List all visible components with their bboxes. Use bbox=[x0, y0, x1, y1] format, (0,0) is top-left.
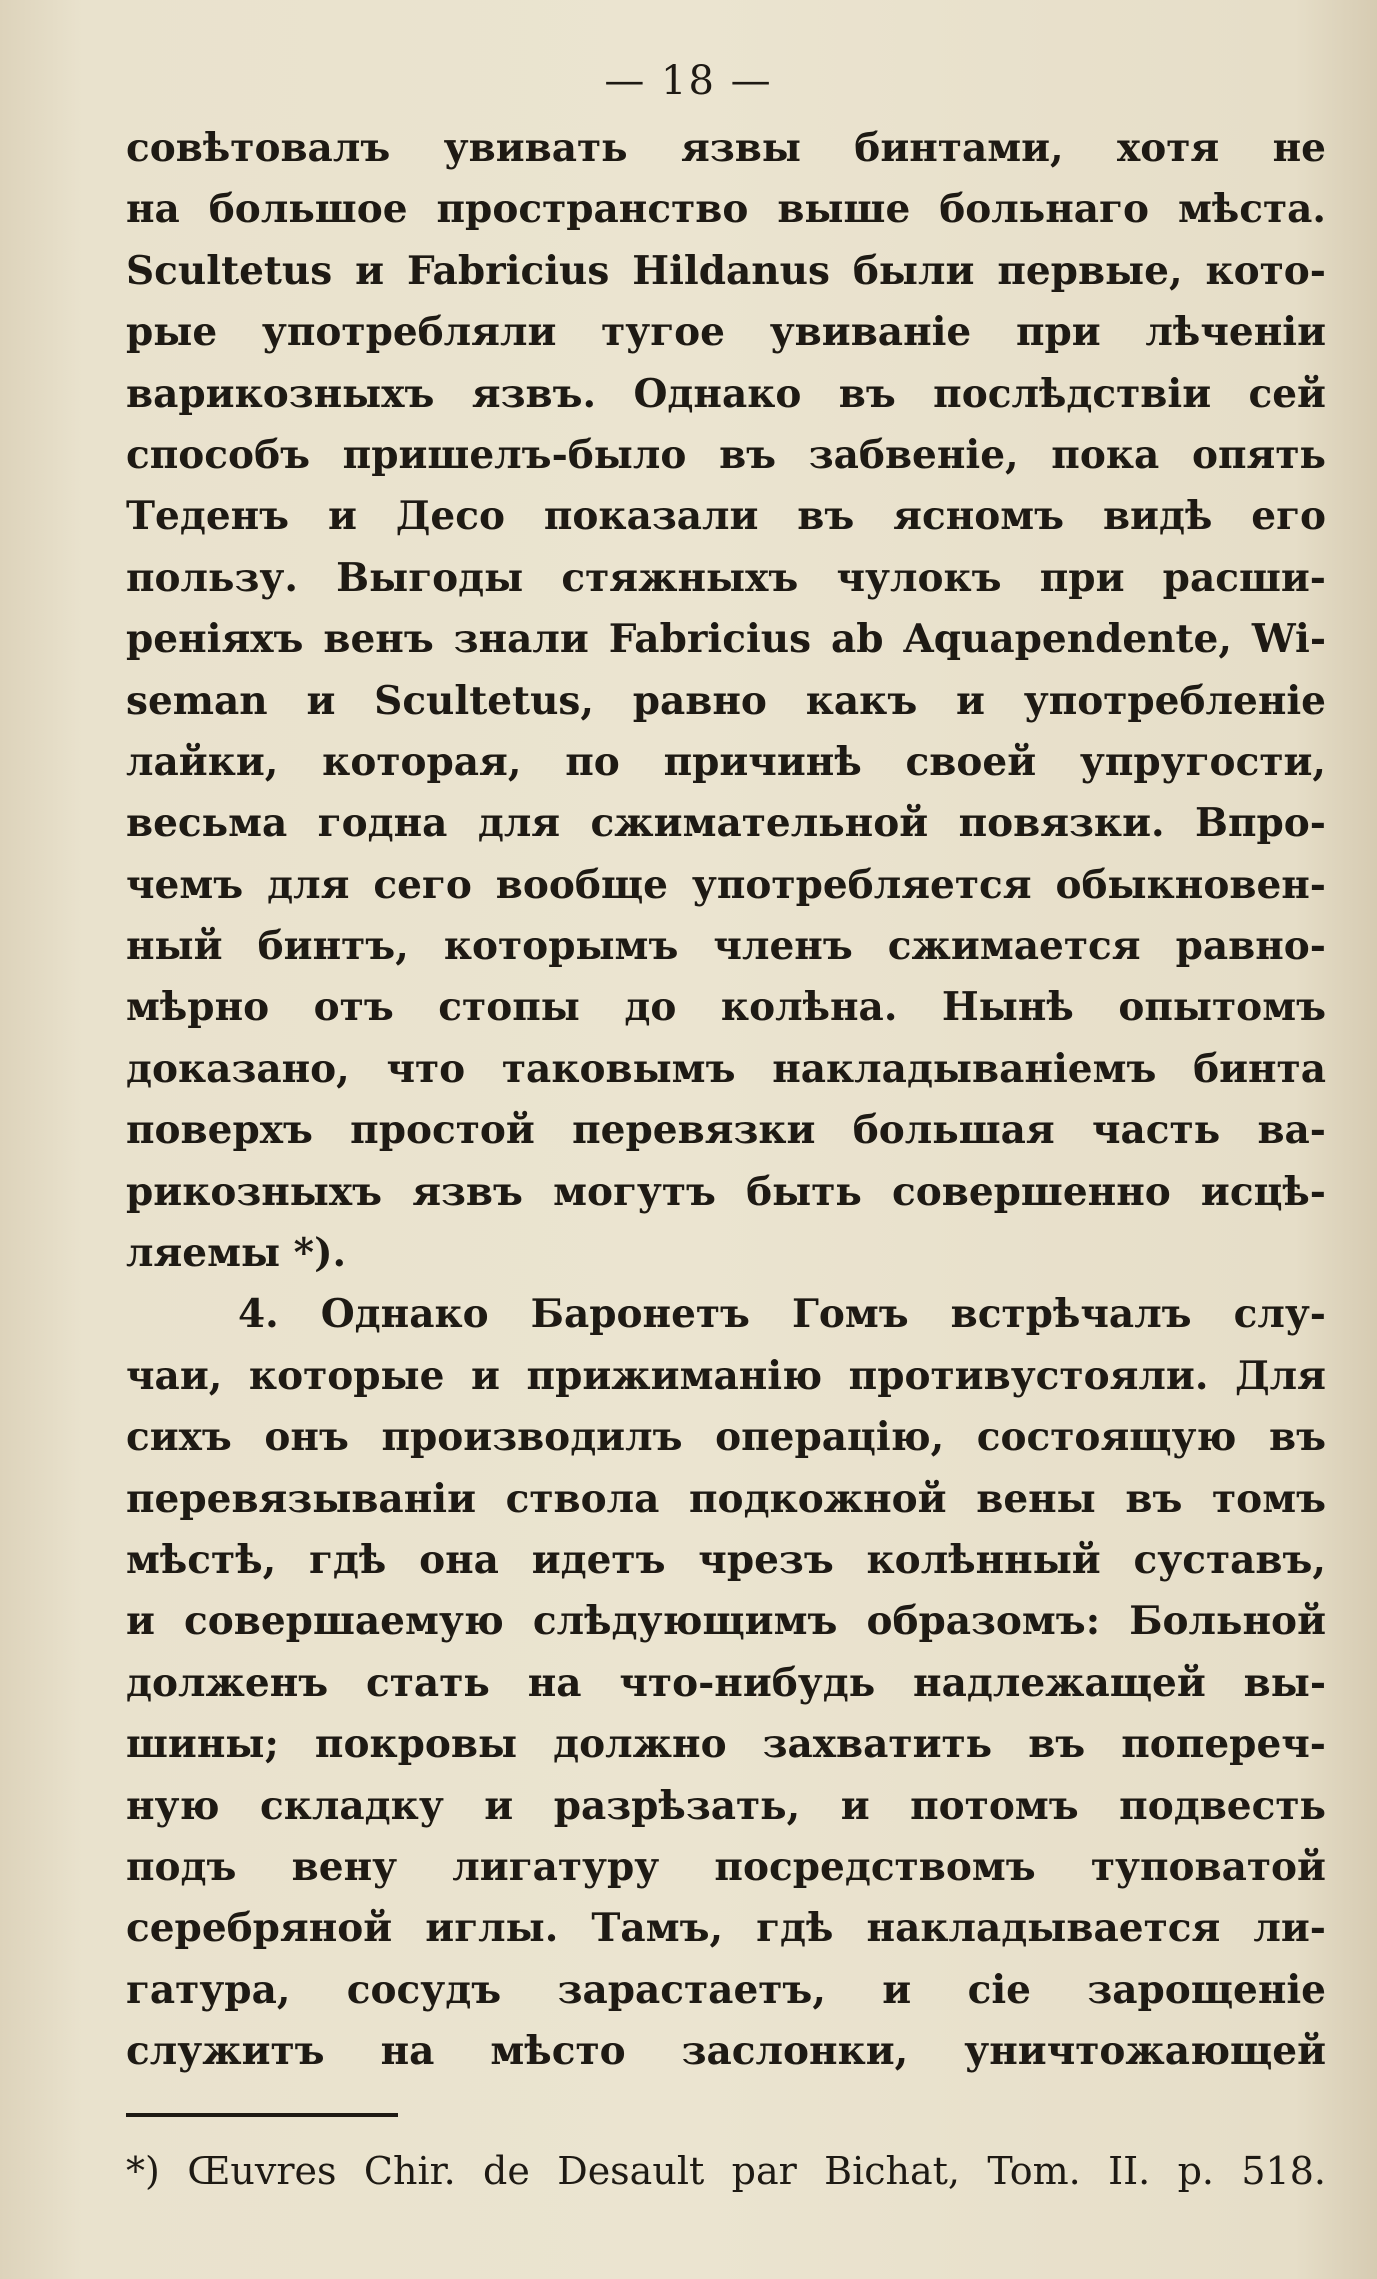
footnote-divider bbox=[126, 2113, 398, 2117]
text-line: мѣрно отъ стопы до колѣна. Нынѣ опытомъ bbox=[126, 984, 1326, 1031]
text-line: подъ вену лигатуру посредствомъ туповатой bbox=[126, 1843, 1326, 1890]
text-line: доказано, что таковымъ накладыванiемъ бинта bbox=[126, 1045, 1326, 1092]
text-line: гатура, сосудъ зарастаетъ, и сiе зарощенiе bbox=[126, 1966, 1326, 2013]
text-line: служитъ на мѣсто заслонки, уничтожающей bbox=[126, 2028, 1326, 2075]
text-line: рикозныхъ язвъ могутъ быть совершенно исцѣ- bbox=[126, 1168, 1326, 1215]
text-line: способъ пришелъ-было въ забвенiе, пока опять bbox=[126, 431, 1326, 478]
body-text bbox=[126, 118, 1326, 2083]
paragraph-start-line: 4. Однако Баронетъ Гомъ встрѣчалъ слу- bbox=[238, 1291, 1326, 1338]
text-line: и совершаемую слѣдующимъ образомъ: Больной bbox=[126, 1598, 1326, 1645]
text-line: сихъ онъ производилъ операцiю, состоящую въ bbox=[126, 1414, 1326, 1461]
text-line: seman и Scultetus, равно какъ и употребленiе bbox=[126, 677, 1326, 724]
footnote: *) Œuvres Chir. de Desault par Bichat, Tom. II. p. 518. bbox=[126, 2149, 1326, 2193]
text-line: поверхъ простой перевязки большая часть ва- bbox=[126, 1107, 1326, 1154]
text-line: весьма годна для сжимательной повязки. Впро- bbox=[126, 800, 1326, 847]
text-line: чемъ для сего вообще употребляется обыкновен- bbox=[126, 861, 1326, 908]
text-line: на большое пространство выше больнаго мѣста. bbox=[126, 186, 1326, 233]
text-line: шины; покровы должно захватить въ попереч- bbox=[126, 1721, 1326, 1768]
text-line: мѣстѣ, гдѣ она идетъ чрезъ колѣнный суставъ, bbox=[126, 1536, 1326, 1583]
text-line: рые употребляли тугое увиванiе при лѣченiи bbox=[126, 309, 1326, 356]
text-line: чаи, которые и прижиманiю противустояли. Для bbox=[126, 1352, 1326, 1399]
text-line: лайки, которая, по причинѣ своей упругости, bbox=[126, 738, 1326, 785]
page-number: — 18 — bbox=[604, 58, 773, 104]
text-line: ляемы *). bbox=[126, 1230, 347, 1277]
text-line: ный бинтъ, которымъ членъ сжимается равно- bbox=[126, 923, 1326, 970]
text-line: Scultetus и Fabricius Hildanus были первые, кото- bbox=[126, 247, 1326, 294]
text-line: ренiяхъ венъ знали Fabricius ab Aquapendente, Wi- bbox=[126, 616, 1326, 663]
text-line: Теденъ и Десо показали въ ясномъ видѣ его bbox=[126, 493, 1326, 540]
text-line: совѣтовалъ увивать язвы бинтами, хотя не bbox=[126, 125, 1326, 171]
text-line: ную складку и разрѣзать, и потомъ подвесть bbox=[126, 1782, 1326, 1829]
text-line: пользу. Выгоды стяжныхъ чулокъ при расши- bbox=[126, 554, 1326, 601]
text-line: серебряной иглы. Тамъ, гдѣ накладывается ли- bbox=[126, 1905, 1326, 1952]
text-line: перевязыванiи ствола подкожной вены въ томъ bbox=[126, 1475, 1326, 1522]
text-line: варикозныхъ язвъ. Однако въ послѣдствiи сей bbox=[126, 370, 1326, 417]
text-line: долженъ стать на что-нибудь надлежащей вы- bbox=[126, 1659, 1326, 1706]
